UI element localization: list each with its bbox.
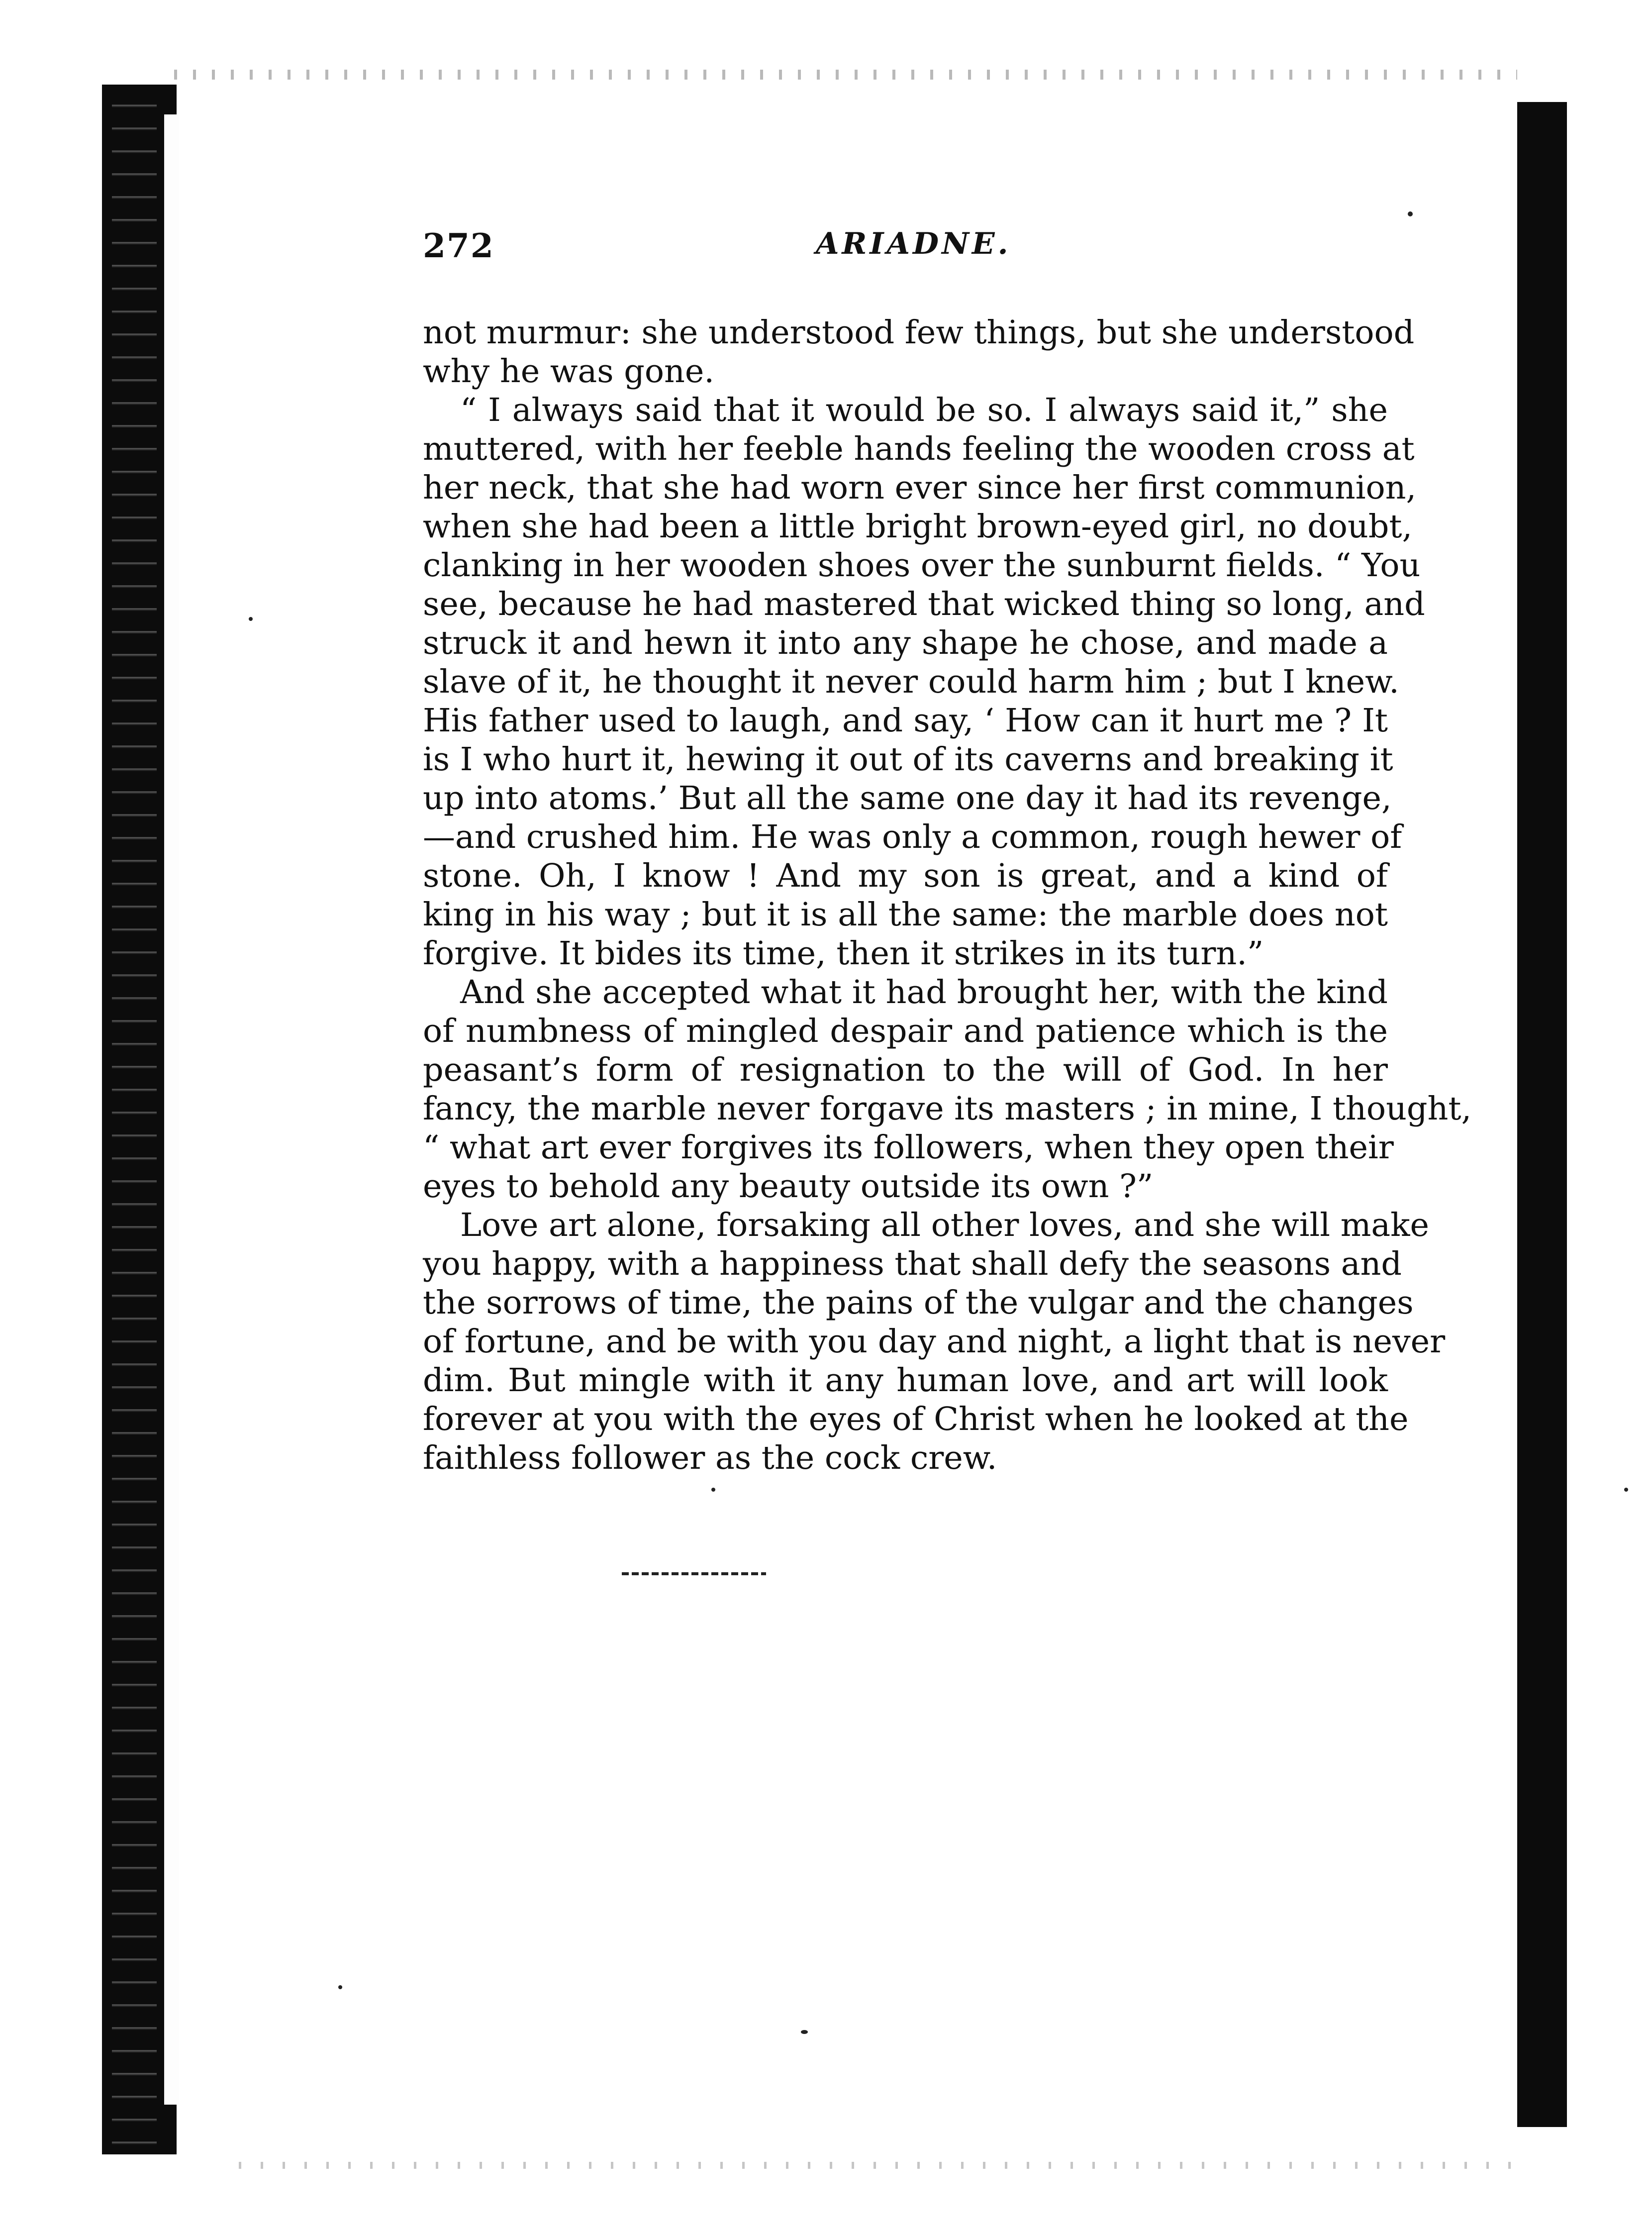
ink-speck xyxy=(1408,211,1413,216)
text-line: why he was gone. xyxy=(423,353,715,390)
text-line: clanking in her wooden shoes over the sunburnt fields. “ You xyxy=(423,547,1421,584)
text-line: stone. Oh, I know ! And my son is great, and a kind of xyxy=(423,857,1388,895)
text-line: up into atoms.’ But all the same one day it had its revenge, xyxy=(423,780,1392,817)
body-text xyxy=(423,313,1472,1478)
text-line: her neck, that she had worn ever since her first communion, xyxy=(423,469,1417,507)
text-line: slave of it, he thought it never could harm him ; but I knew. xyxy=(423,663,1399,701)
text-line: of fortune, and be with you day and night, a light that is never xyxy=(423,1323,1446,1360)
text-line: you happy, with a happiness that shall defy the seasons and xyxy=(423,1245,1402,1283)
text-line: see, because he had mastered that wicked thing so long, and xyxy=(423,586,1425,623)
text-line: And she accepted what it had brought her, with the kind xyxy=(460,974,1388,1011)
text-line: fancy, the marble never forgave its masters ; in mine, I thought, xyxy=(423,1090,1472,1127)
left-binding-texture xyxy=(112,85,157,2154)
top-edge-noise xyxy=(174,70,1517,80)
text-line: “ what art ever forgives its followers, when they open their xyxy=(423,1129,1394,1166)
text-line: peasant’s form of resignation to the will of God. In her xyxy=(423,1051,1388,1089)
text-line: forgive. It bides its time, then it strikes in its turn.” xyxy=(423,935,1264,972)
running-head xyxy=(423,226,1393,271)
section-end-ornament xyxy=(622,1572,766,1575)
text-line: muttered, with her feeble hands feeling the wooden cross at xyxy=(423,430,1415,468)
text-line: faithless follower as the cock crew. xyxy=(423,1439,997,1477)
text-line: —and crushed him. He was only a common, rough hewer of xyxy=(423,818,1402,856)
left-binding-gap xyxy=(164,114,179,2105)
ink-speck xyxy=(711,1488,715,1492)
text-line: not murmur: she understood few things, but she understood xyxy=(423,314,1415,351)
text-line: “ I always said that it would be so. I always said it,” she xyxy=(460,392,1388,429)
text-line: forever at you with the eyes of Christ when he looked at the xyxy=(423,1401,1409,1438)
text-line: king in his way ; but it is all the same: the marble does not xyxy=(423,896,1388,933)
right-binding-shadow xyxy=(1517,102,1567,2127)
text-line: struck it and hewn it into any shape he chose, and made a xyxy=(423,624,1388,662)
ink-speck xyxy=(249,617,253,621)
text-line: is I who hurt it, hewing it out of its caverns and breaking it xyxy=(423,741,1393,778)
text-line: of numbness of mingled despair and patience which is the xyxy=(423,1013,1388,1050)
text-line: the sorrows of time, the pains of the vulgar and the changes xyxy=(423,1284,1414,1321)
page-number: 272 xyxy=(423,226,494,265)
ink-speck xyxy=(801,2030,808,2034)
text-line: Love art alone, forsaking all other loves, and she will make xyxy=(460,1207,1430,1244)
bottom-edge-noise xyxy=(239,2162,1512,2169)
text-line: eyes to behold any beauty outside its own ?” xyxy=(423,1168,1154,1205)
ink-speck xyxy=(1624,1488,1628,1492)
text-line: when she had been a little bright brown-eyed girl, no doubt, xyxy=(423,508,1413,545)
text-line: His father used to laugh, and say, ‘ How can it hurt me ? It xyxy=(423,702,1388,739)
running-title: ARIADNE. xyxy=(816,226,1011,261)
ink-speck xyxy=(338,1985,342,1989)
text-line: dim. But mingle with it any human love, and art will look xyxy=(423,1362,1388,1399)
